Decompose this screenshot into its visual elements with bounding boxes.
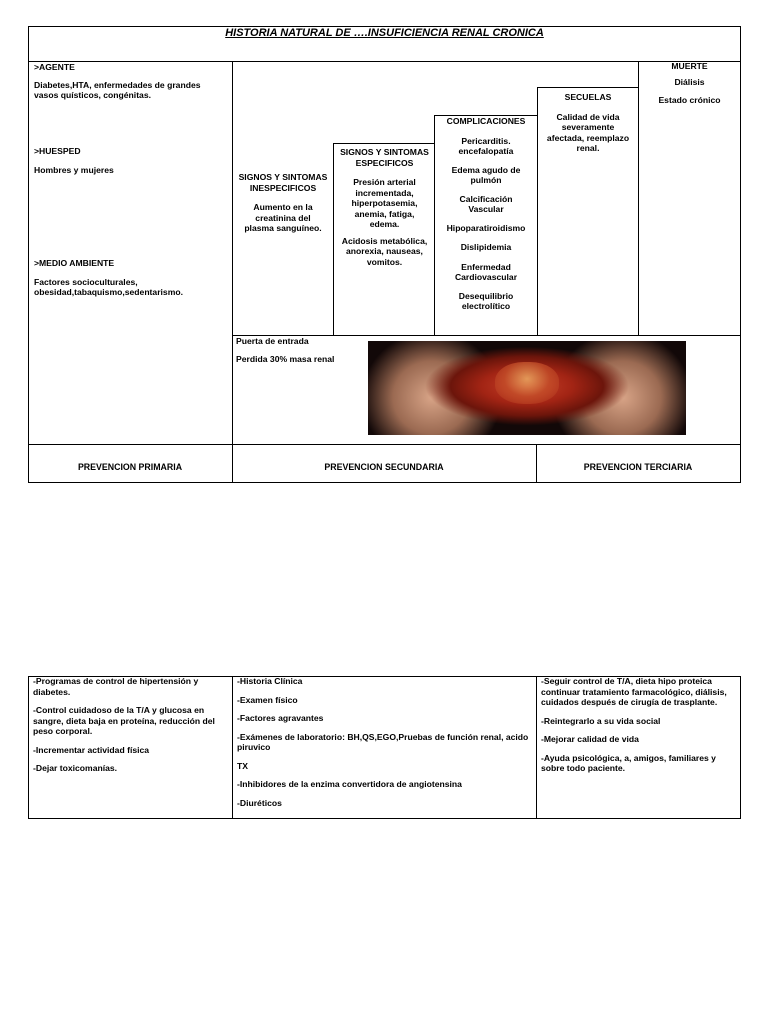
- border: [333, 143, 434, 144]
- puerta-line2: Perdida 30% masa renal: [236, 353, 335, 364]
- huesped-heading: >HUESPED: [34, 146, 81, 156]
- prevencion-primaria-label: PREVENCION PRIMARIA: [77, 462, 183, 472]
- secuelas-heading: SECUELAS: [564, 92, 612, 102]
- complicaciones-item: Enfermedad Cardiovascular: [454, 261, 518, 282]
- complicaciones-item: Pericarditis. encefalopatía: [458, 135, 514, 156]
- border: [740, 676, 741, 818]
- especificos-item: Acidosis metabólica, anorexia, nauseas, vomitos.: [341, 235, 428, 267]
- especificos-heading: SIGNOS Y SINTOMAS ESPECIFICOS: [340, 147, 429, 168]
- list-item: -Inhibidores de la enzima convertidora de angiotensina: [237, 779, 462, 789]
- border: [232, 676, 233, 818]
- medio-ambiente-heading: >MEDIO AMBIENTE: [34, 258, 115, 268]
- complicaciones-section: [435, 116, 537, 312]
- list-item: -Diuréticos: [237, 797, 282, 808]
- secuelas-section: [538, 92, 638, 154]
- huesped-section: [34, 146, 226, 175]
- especificos-section: [335, 147, 434, 267]
- terciaria-detail: [541, 676, 737, 782]
- complicaciones-item: Edema agudo de pulmón: [451, 164, 521, 185]
- page-title: HISTORIA NATURAL DE ….INSUFICIENCIA RENAL CRONICA: [225, 27, 544, 39]
- complicaciones-item: Calcificación Vascular: [459, 193, 513, 214]
- inespecificos-section: [234, 172, 332, 234]
- list-item: -Incrementar actividad física: [33, 744, 150, 755]
- list-item: -Programas de control de hipertensión y diabetes.: [33, 676, 199, 697]
- border: [28, 818, 741, 819]
- list-item: -Factores agravantes: [237, 713, 324, 723]
- border: [28, 676, 29, 818]
- border: [28, 26, 29, 482]
- puerta-line1: Puerta de entrada: [236, 336, 309, 346]
- muerte-section: [639, 61, 740, 106]
- kidney-in-hands-image: [368, 341, 686, 435]
- list-item: -Ayuda psicológica, a, amigos, familiares y sobre todo paciente.: [541, 752, 716, 773]
- list-item: -Dejar toxicomanías.: [33, 763, 118, 773]
- agente-text: Diabetes,HTA, enfermedades de grandes vasos quísticos, congénitas.: [34, 79, 201, 100]
- muerte-heading: MUERTE: [671, 61, 708, 71]
- agente-section: [34, 62, 226, 101]
- agente-heading: >AGENTE: [34, 62, 75, 72]
- prevencion-secundaria-label: PREVENCION SECUNDARIA: [324, 462, 444, 472]
- secuelas-text: Calidad de vida severamente afectada, reemplazo renal.: [546, 111, 630, 153]
- muerte-item: Estado crónico: [658, 95, 721, 105]
- complicaciones-heading: COMPLICACIONES: [446, 116, 526, 126]
- inespecificos-text: Aumento en la creatinina del plasma sanguíneo.: [244, 202, 322, 233]
- border: [536, 676, 537, 818]
- prevencion-terciaria-label: PREVENCION TERCIARIA: [583, 462, 693, 472]
- border: [333, 143, 334, 335]
- border: [537, 87, 638, 88]
- muerte-item: Diálisis: [674, 76, 705, 87]
- border: [28, 444, 741, 445]
- puerta-section: [236, 336, 366, 364]
- list-item: -Mejorar calidad de vida: [541, 734, 639, 744]
- inespecificos-heading: SIGNOS Y SINTOMAS INESPECIFICOS: [238, 172, 328, 193]
- secundaria-detail: [237, 676, 532, 816]
- primaria-detail: [33, 676, 228, 782]
- border: [740, 26, 741, 482]
- list-item: -Exámenes de laboratorio: BH,QS,EGO,Pruebas de función renal, acido piruvico: [237, 731, 529, 752]
- complicaciones-item: Desequilibrio electrolítico: [458, 290, 514, 311]
- list-item: -Reintegrarlo a su vida social: [541, 715, 661, 726]
- medio-ambiente-text: Factores socioculturales, obesidad,tabaquismo,sedentarismo.: [34, 276, 183, 297]
- border: [232, 61, 233, 482]
- list-item: -Examen físico: [237, 694, 298, 705]
- especificos-item: Presión arterial incrementada, hiperpotasemia, anemia, fatiga, edema.: [351, 177, 418, 229]
- huesped-text: Hombres y mujeres: [34, 164, 114, 175]
- list-item: -Control cuidadoso de la T/A y glucosa en sangre, dieta baja en proteína, reducción del peso corporal.: [33, 705, 215, 736]
- kidney-highlight: [495, 362, 559, 404]
- list-item: -Seguir control de T/A, dieta hipo proteica continuar tratamiento farmacológico, diálisis, cuidados después de cirugía de trasplante.: [541, 676, 727, 707]
- complicaciones-item: Hipoparatiroidismo: [446, 222, 526, 233]
- medio-ambiente-section: [34, 258, 226, 298]
- list-item: TX: [237, 760, 248, 771]
- complicaciones-item: Dislipidemia: [460, 242, 512, 252]
- list-item: -Historia Clínica: [237, 676, 303, 686]
- border: [28, 482, 741, 483]
